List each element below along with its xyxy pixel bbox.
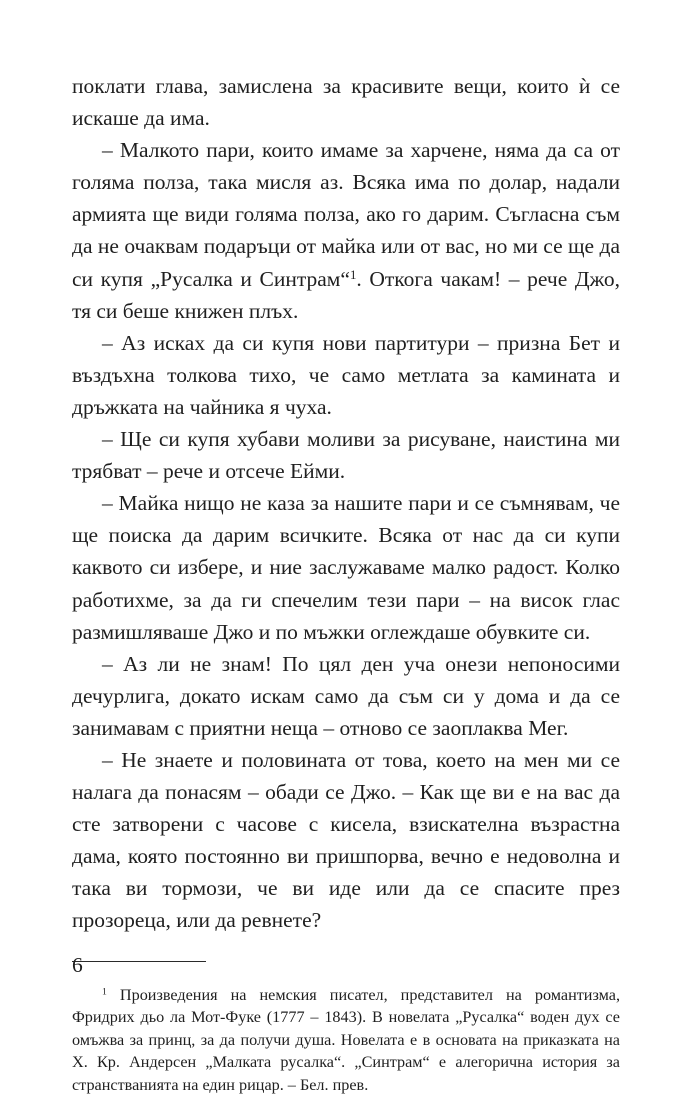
paragraph-jo-aunt: – Не знаете и половината от това, което на мен ми се налага да понасям – обади се Джо. – Как ще ви е на вас да сте затворени с часове с кисела, взискателна възрастна дама, която постоянно ви пришпорва, вечно е недоволна и така ви тормози, че ви иде или да се спасите през прозореца, или да ревнете? xyxy=(72,747,620,933)
paragraph-jo-mother: – Майка нищо не каза за нашите пари и се съмнявам, че ще поиска да дарим всичките. Всяка от нас да си купи каквото си избере, и ние заслужаваме малко радост. Колко работихме, за да ги спечелим тези пари – на висок глас размишляваше Джо и по мъжки оглеждаше обувките си. xyxy=(72,491,620,644)
footnote-marker: 1 xyxy=(102,986,107,998)
main-text xyxy=(72,70,620,937)
paragraph-continuation: поклати глава, замислена за красивите вещи, които ѝ се искаше да има. xyxy=(72,74,620,131)
paragraph-text: . Откога чакам! – рече Джо, тя си беше книжен плъх. xyxy=(72,266,620,323)
paragraph-jo-money xyxy=(72,134,620,327)
paragraph-amy: – Ще си купя хубави моливи за рисуване, наистина ми трябват – рече и отсече Ейми. xyxy=(72,427,620,484)
page-number: 6 xyxy=(72,953,83,977)
footnote-text: Произведения на немския писател, представител на романтизма, Фридрих дьо ла Мот-Фуке (1777 – 1843). В новелата „Русалка“ воден дух се омъжва за принц, за да получи душа. Новелата е в основата на приказката на Х. Кр. Андерсен „Малката русалка“. „Синтрам“ е алегорична история за странстванията на един рицар. – Бел. прев. xyxy=(72,985,620,1094)
footnote-paragraph xyxy=(72,984,620,1097)
book-page xyxy=(72,70,620,1097)
footnote-divider xyxy=(72,961,206,962)
footnote xyxy=(72,984,620,1097)
paragraph-meg: – Аз ли не знам! По цял ден уча онези непоносими дечурлига, докато искам само да съм си у дома и да се занимавам с приятни неща – отново се заоплаква Мег. xyxy=(72,651,620,740)
paragraph-beth: – Аз исках да си купя нови партитури – призна Бет и въздъхна толкова тихо, че само метлата за камината и дръжката на чайника я чуха. xyxy=(72,330,620,419)
footnote-reference[interactable]: 1 xyxy=(349,267,357,282)
paragraph-text: – Малкото пари, които имаме за харчене, няма да са от голяма полза, така мисля аз. Всяка има по долар, надали армията ще види голяма полза, ако го дарим. Съгласна съм да не очаквам подаръци от майка или от вас, но ми се ще да си купя „Русалка и Синтрам“ xyxy=(72,138,620,291)
